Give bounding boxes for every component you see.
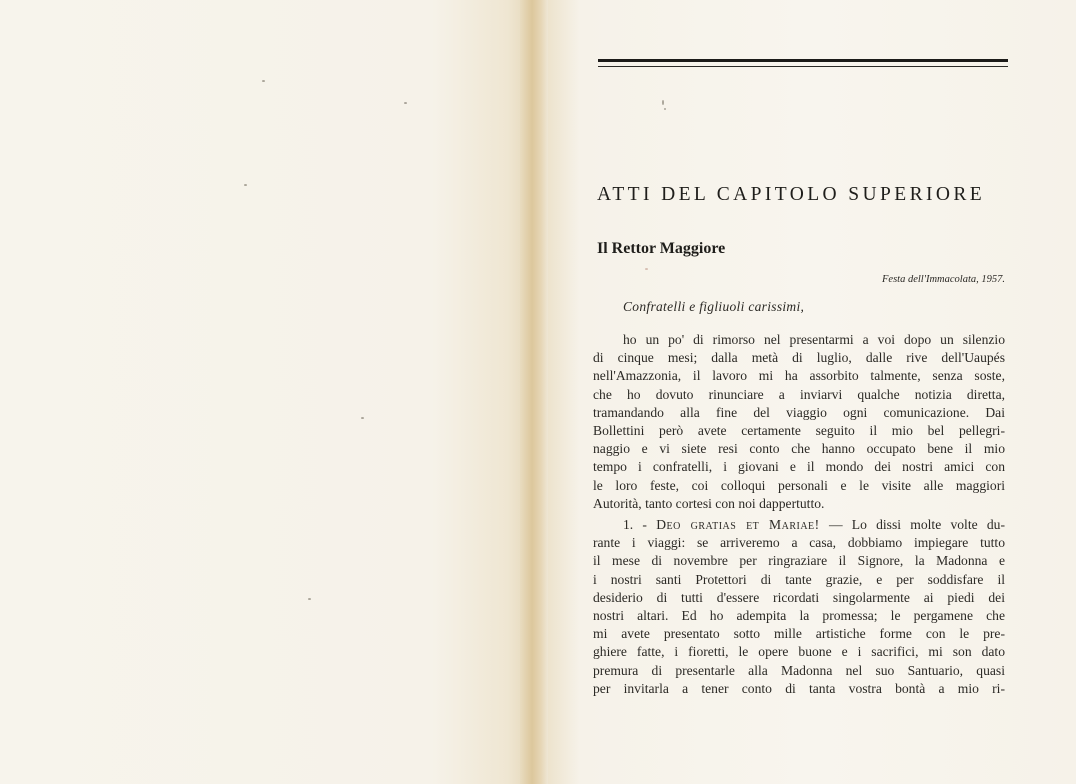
text-line: nostri altari. Ed ho adempita la promessa; le pergamene che: [593, 607, 1005, 623]
paragraph-1: [593, 331, 1005, 513]
dateline: Festa dell'Immacolata, 1957.: [882, 274, 1005, 285]
text-line: il mese di novembre per ringraziare il Signore, la Madonna e: [593, 553, 1005, 569]
text-line: Bollettini però avete certamente seguito il mio bel pellegri-: [593, 422, 1005, 438]
text-line: per invitarla a tener conto di tanta vostra bontà a mio ri-: [593, 680, 1005, 696]
text-line: che ho dovuto rinunciare a inviarvi qualche notizia diretta,: [593, 386, 1005, 402]
text-line: ho un po' di rimorso nel presentarmi a voi dopo un silenzio: [623, 332, 1005, 347]
text-line: ghiere fatte, i fioretti, le opere buone e i sacrifici, mi son dato: [593, 644, 1005, 660]
header-rule-thick: [598, 59, 1008, 62]
book-gutter: [520, 0, 550, 784]
paragraph-number: 1. -: [623, 517, 647, 532]
section-title: ATTI DEL CAPITOLO SUPERIORE: [597, 184, 986, 205]
paper-speck: [404, 102, 407, 104]
text-line: naggio e vi siete resi conto che hanno occupato bene il mio: [593, 441, 1005, 457]
header-rule-thin: [598, 66, 1008, 67]
paper-speck: [662, 100, 664, 105]
text-line: tramandando alla fine del viaggio ogni comunicazione. Dai: [593, 404, 1005, 420]
subtitle: Il Rettor Maggiore: [597, 240, 726, 257]
text-line: nell'Amazzonia, il lavoro mi ha assorbito talmente, senza soste,: [593, 368, 1005, 384]
text-line: i nostri santi Protettori di tante grazie, e per soddisfare il: [593, 571, 1005, 587]
text-line: mi avete presentato sotto mille artistiche forme con le pre-: [593, 626, 1005, 642]
text-line-first: [593, 516, 1005, 534]
text-line: le loro feste, coi colloqui personali e le visite alle maggiori: [593, 477, 1005, 493]
text-line: Autorità, tanto cortesi con noi dappertutto.: [593, 495, 825, 511]
paragraph-2: [593, 516, 1005, 698]
paper-speck: [262, 80, 265, 82]
paper-speck: [244, 184, 247, 186]
text-line: di cinque mesi; dalla metà di luglio, dalle rive dell'Uaupés: [593, 350, 1005, 366]
paragraph-heading: Deo gratias et Mariae!: [656, 517, 820, 532]
paper-speck: [645, 268, 648, 270]
paper-speck: [664, 108, 666, 110]
salutation: Confratelli e figliuoli carissimi,: [623, 299, 805, 314]
text-line: premura di presentarle alla Madonna nel suo Santuario, quasi: [593, 662, 1005, 678]
text-line: rante i viaggi: se arriveremo a casa, dobbiamo impiegare tutto: [593, 535, 1005, 551]
paper-speck: [308, 598, 311, 600]
text-line: desiderio di tutti d'essere ricordati singolarmente ai piedi dei: [593, 589, 1005, 605]
first-line-rest: — Lo dissi molte volte du-: [828, 517, 1005, 532]
text-line: tempo i confratelli, i giovani e il mondo dei nostri amici con: [593, 459, 1005, 475]
paper-speck: [361, 417, 364, 419]
